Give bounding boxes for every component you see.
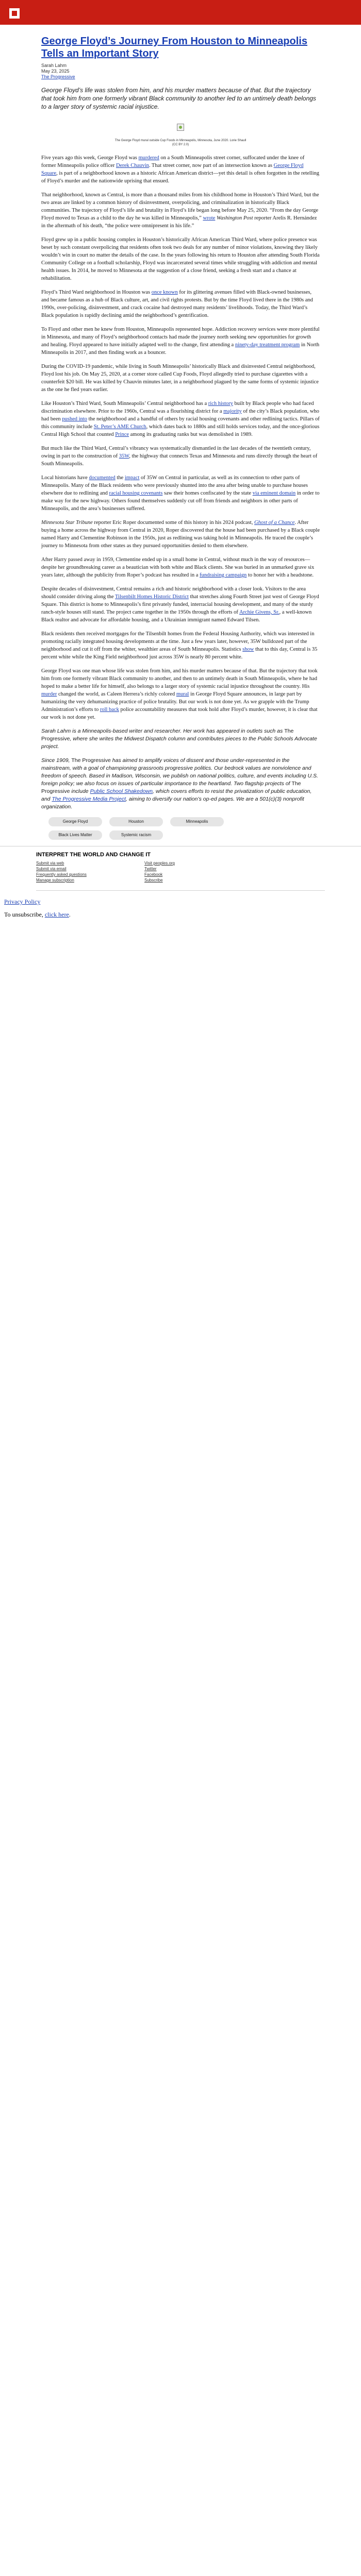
text-run: reporter Arelis R. Hernández in the aftermath of his death, “the police were omnipresent in his life.” [41,215,317,229]
text-run: Despite decades of disinvestment, Central remains a rich and historic neighborhood with a closer look. Visitors to the area should consider driving along the [41,586,306,600]
inline-link[interactable]: once known [151,290,178,295]
article-paragraph [41,585,320,624]
inline-link[interactable]: ninety-day treatment program [235,342,300,348]
article-container [41,25,320,840]
tag-pill[interactable]: Houston [109,817,163,826]
text-run: in George Floyd Square announces, in large part by humanizing the very dehumanizing practice of police brutality. But our work is not done yet. As we grapple with the Trump Administration’s efforts to [41,691,309,713]
text-run: of 35W on Central in particular, as well as its connection to other parts of Minneapolis. Many of the Black residents who were previously shunted into the area after being unable to purchase houses elsewhere due to redlining and [41,475,308,496]
tag-pill[interactable]: Systemic racism [109,831,163,840]
article-dek: George Floyd’s life was stolen from him, and his murder matters because of that. But the trajectory that took him from one formerly vibrant Black community to another led to an untimely death belongs to a larger story of systemic racial injustice. [41,87,316,110]
text-run: During the COVID-19 pandemic, while living in South Minneapolis’ historically Black and disinvested Central neighborhood, Floyd lost his job. On May 25, 2020, at a corner store called Cup Foods, Floyd allegedly tried to purchase cigarettes with a counterfeit $20 bill. He was killed by Chauvin minutes later, in a neighborhood plagued by the same forms of systemic injustice as the one he fled years earlier. [41,364,319,393]
footer-link[interactable]: Twitter [144,867,157,871]
text-run: has aimed to amplify voices of dissent and those under-represented in the mainstream, with a goal of championing grassroots progressive politics. Our bedrock values are nonviolence and freedom of speech. Based in Madison, Wisconsin, we publish on national politics, culture, and events including U.S. foreign policy; we also focus on issues of particular importance to the heartland. Two flagship projects of [41,757,318,787]
publication-name: The Progressive [41,728,294,742]
inline-link[interactable]: fundraising campaign [200,572,247,578]
privacy-policy-link[interactable]: Privacy Policy [4,898,41,905]
text-run: to honor her with a headstone. [247,572,314,578]
inline-link[interactable]: Tilsenbilt Homes Historic District [115,594,189,600]
publication-name: The Progressive [71,757,111,764]
square-logo-icon [9,8,20,19]
inline-link[interactable]: mural [176,691,189,697]
article-paragraph [41,236,320,282]
text-run: , aiming to diversify our nation’s op-ed pages. We are a 501(c)(3) nonprofit organization. [41,796,304,810]
inline-link[interactable]: impact [124,475,140,481]
article-paragraph [41,289,320,319]
inline-link[interactable]: George Floyd Square [41,163,304,176]
text-run: , the highway that connects Texas and Minnesota and runs directly through the heart of South Minneapolis. [41,453,318,467]
inline-link[interactable]: documented [89,475,116,481]
newsletter-header [0,0,361,25]
unsubscribe-suffix: . [69,911,71,918]
tag-list [48,817,224,840]
text-run: for its glittering avenues filled with Black-owned businesses, and became famous as a hub of Black culture, art, and civil rights protests. But by the time Floyd lived there in the 1980s and 1990s, over-policing, disinvestment, and crack cocaine had destroyed many residents’ livelihoods. Today, the Third Ward’s Black population is rapidly declining amid the neighborhood’s gentrification. [41,290,313,318]
text-run: of the city’s Black population, who had been [41,409,319,422]
text-run: After Harry passed away in 1959, Clementine ended up in a small home in Central, without much in the way of resources—despite her groundbreaking career as a beautician with both white and Black clients. She was buried in an unmarked grave six years later, although the publicity from Roper’s podcast has resulted in a [41,557,315,578]
inline-link[interactable]: Public School Shakedown [90,788,153,794]
closing-note [41,757,320,811]
emphasis-text: Washington Post [216,215,253,221]
text-run: But much like the Third Ward, Central’s vibrancy was systematically dismantled in the last decades of the twentieth century, owing in part to the construction of [41,446,311,459]
text-run: built by Black people who had faced discrimination elsewhere. Prior to the 1960s, Central was a flourishing district for a [41,401,314,414]
publication-name: The Progressive [41,781,301,794]
text-run: George Floyd was one man whose life was stolen from him, and his murder matters because of that. But the trajectory that took him from one formerly vibrant Black community to another, and then to an untimely death in South Minneapolis, where he had hoped to make a better life for himself, also belongs to a larger story of systemic racial injustice throughout the country. His [41,668,318,689]
text-run: reporter Eric Roper documented some of this history in his 2024 podcast, [92,520,254,526]
inline-link[interactable]: roll back [100,707,119,713]
article-paragraph [41,363,320,394]
text-run: To Floyd and other men he knew from Houston, Minneapolis represented hope. Addiction recovery services were more plentiful in Minnesota, and many of Floyd’s neighborhood contacts had made the journey north seeking new opportunities for growth and healing. Floyd appeared to have initially adapted well to the change, first attending a [41,327,320,348]
inline-link[interactable]: via eminent domain [252,490,296,496]
emphasis-text: Minnesota Star Tribune [41,520,93,526]
inline-link[interactable]: Ghost of a Chance [254,520,295,526]
footer [0,846,361,891]
tag-pill[interactable]: Black Lives Matter [48,831,102,840]
article-paragraph [41,630,320,661]
text-run: Like Houston’s Third Ward, South Minneapolis’ Central neighborhood has a [41,401,208,406]
article-paragraph [41,556,320,579]
author-name: Sarah Lahm [41,63,67,68]
unsubscribe-prefix: To unsubscribe, [4,911,45,918]
text-run: Sarah Lahm is a Minneapolis-based writer and researcher. Her work has appeared in outlets such as [41,728,285,734]
text-run: Floyd’s Third Ward neighborhood in Houston was [41,290,152,295]
text-run: , where she writes the Midwest Dispatch column and contributes pieces to the Public Schools Advocate project. [41,736,317,750]
footer-link[interactable]: Submit via email [36,867,67,871]
inline-link[interactable]: The Progressive Media Project [52,796,126,802]
tag-pill[interactable]: George Floyd [48,817,102,826]
hero-image-frame [41,117,320,138]
article-paragraph [41,191,320,230]
text-run: Since 1909, [41,757,72,764]
footer-links [36,861,242,883]
article-paragraph [41,667,320,721]
footer-link[interactable]: Submit via web [36,861,64,866]
text-run: . After buying a home across the highway from Central in 2020, Roper discovered that the house had been purchased by a Black couple named Harry and Clementine Robinson in the 1950s, just as redlining was taking hold in Minneapolis. He traced the couple’s journey to Minnesota from other states as they pursued opportunities denied to them elsewhere. [41,520,320,549]
text-run: Local historians have [41,475,89,481]
text-run: Five years ago this week, George Floyd was [41,155,139,161]
text-run: include [70,788,90,794]
text-run: the neighborhood and a handful of others by racial housing covenants and other redlining tactics. Pillars of this community include [41,416,320,430]
inline-link[interactable]: show [242,647,254,652]
inline-link[interactable]: pushed into [62,416,87,422]
text-run: that to this day, Central is 35 percent white while the King Field neighborhood just across 35W is nearly 80 percent white. [41,647,318,660]
footer-link[interactable]: Manage subscription [36,878,74,883]
footer-link[interactable]: Facebook [144,872,163,877]
inline-link[interactable]: St. Peter’s AME Church [93,424,146,430]
inline-link[interactable]: murdered [138,155,159,161]
inline-link[interactable]: 35W [119,453,129,459]
text-run: that stretches along Fourth Street just west of George Floyd Square. This district is home to Minneapolis’s first privately funded, interracial housing development, and many of the sturdy ranch-style houses still stand. The project came together in the 1950s through the efforts of [41,594,319,615]
text-run: saw their homes confiscated by the state [162,490,253,496]
article-title[interactable]: George Floyd’s Journey From Houston to Minneapolis Tells an Important Story [41,36,307,59]
article-paragraph [41,154,320,185]
footer-link[interactable]: Frequently asked questions [36,872,87,877]
broken-image-icon [177,124,184,131]
article-paragraph [41,474,320,513]
text-run: , is part of a neighborhood known as a historic African American district—yet this detail is often forgotten in the retelling of Floyd’s murder and the nationwide uprising that ensued. [41,171,319,184]
unsubscribe-link[interactable]: click here [44,911,69,918]
text-run: in North Minneapolis in 2017, and then finding work as a bouncer. [41,342,320,355]
footer-link[interactable]: Visit peoples.org [144,861,175,866]
text-run: , which dates back to 1880s and still holds services today, and the once-glorious Central High School that counted [41,424,320,437]
text-run: Floyd grew up in a public housing complex in Houston’s historically African American Third Ward, where police presence was beset by such constant overpolicing that residents often took two deals for any number of minor violations, knowing they likely wouldn’t win in court no matter the details of the case. In the years following his return to Houston after attending South Florida Community College on a football scholarship, Floyd was incarcerated several times while struggling with addiction and mental health issues. In 2014, he moved to Minnesota at the suggestion of a close friend, seeking a fresh start and a chance at rehabilitation. [41,237,320,281]
text-run: changed the world, as Caleen Herrera’s richly colored [57,691,176,697]
article-paragraph [41,326,320,357]
header-logo[interactable] [9,8,352,19]
inline-link[interactable]: murder [41,691,57,697]
unsubscribe-line [4,911,361,919]
publish-date: May 23, 2025 [41,69,70,74]
article-paragraph [41,400,320,438]
inline-link[interactable]: rich history [208,401,233,406]
inline-link[interactable]: majority [223,409,242,414]
footer-box [36,846,325,891]
hero-image [41,117,320,147]
article-body [41,154,320,721]
inline-link[interactable]: wrote [203,215,216,221]
article-paragraph [41,519,320,550]
footer-bottom [0,891,361,919]
article-paragraph [41,445,320,468]
text-run: among its graduating ranks but was demolished in 1989. [129,432,253,437]
byline-block [41,63,320,80]
text-run: , a well-known Black realtor and advocate for affordable housing, and a Ukrainian immigrant named Edward Tilsen. [41,609,312,623]
inline-link[interactable]: Archie Givens, Sr. [239,609,280,615]
inline-link[interactable]: racial housing covenants [109,490,163,496]
closing-note [41,727,320,751]
publication-link[interactable]: The Progressive [41,74,75,79]
text-run: the [115,475,125,481]
inline-link[interactable]: Derek Chauvin [116,163,149,168]
inline-link[interactable]: Prince [115,432,129,437]
text-run: That neighborhood, known as Central, is more than a thousand miles from his childhood home in Houston’s Third Ward, but the two areas are linked by a common history of disinvestment, overpolicing, and criminalization in historically Black communities. The trajectory of Floyd’s life and brutality in Floyd’s life began long before May 25, 2020. “From the day George Floyd moved to Texas as a child to the day he was killed in Minneapolis,” [41,192,319,221]
text-run: , which covers efforts to resist the privatization of public education, and [41,788,312,802]
article-closing [41,727,320,811]
footer-link[interactable]: Subscribe [144,878,163,883]
footer-heading: INTERPRET THE WORLD AND CHANGE IT [36,852,151,858]
text-run: in order to make way for the new highway. Others found themselves suddenly cut off from friends and neighbors in other parts of Minneapolis, and the area’s businesses suffered. [41,490,320,512]
hero-image-caption: The George Floyd mural outside Cup Foods in Minneapolis, Minnesota, June 2020. Lorie Shaull (CC BY 2.0) [114,139,247,146]
text-run: police accountability measures that took hold after Floyd’s murder, however, it is clear that our work is not done yet. [41,707,318,720]
text-run: . That street corner, now part of an intersection known as [149,163,274,168]
text-run: Black residents then received mortgages for the Tilsenbilt homes from the Federal Housing Authority, which was interested in promoting racially integrated housing developments at the time. Just a few years later, however, 35W bulldozed part of the neighborhood and cut it off from the whiter, wealthier areas of South Minneapolis. Statistics [41,631,315,652]
tag-pill[interactable]: Minneapolis [170,817,224,826]
text-run: on a South Minneapolis street corner, suffocated under the knee of former Minneapolis police officer [41,155,305,168]
